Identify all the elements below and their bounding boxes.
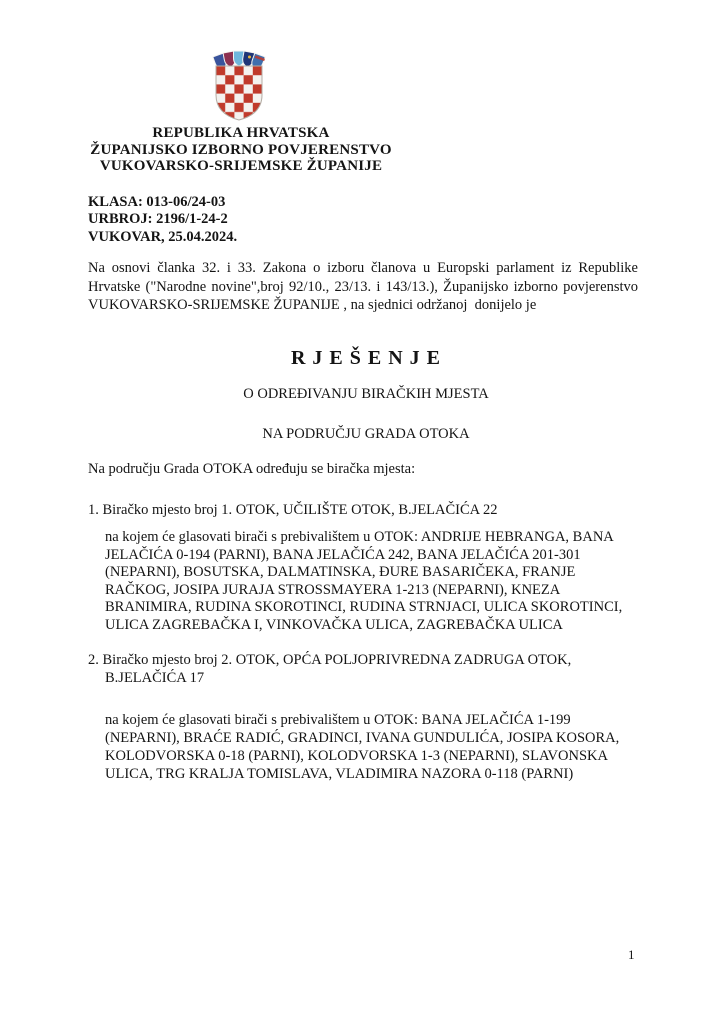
reference-block bbox=[88, 194, 237, 246]
document-title: R J E Š E N J E bbox=[290, 347, 442, 369]
urbroj-line: URBROJ: 2196/1-24-2 bbox=[88, 211, 228, 228]
document-subtitle-1: O ODREĐIVANJU BIRAČKIH MJESTA bbox=[243, 386, 489, 402]
letterhead-line-country: REPUBLIKA HRVATSKA bbox=[152, 125, 330, 141]
letterhead-line-county: VUKOVARSKO-SRIJEMSKE ŽUPANIJE bbox=[99, 158, 383, 174]
klasa-line: KLASA: 013-06/24-03 bbox=[88, 194, 226, 210]
coat-shield bbox=[216, 66, 262, 120]
page-number: 1 bbox=[628, 947, 635, 962]
polling-place-2-details: na kojem će glasovati birači s prebivalištem u OTOK: BANA JELAČIĆA 1-199 (NEPARNI), BRAĆE RADIĆ, GRADINCI, IVANA GUNDULIĆA, JOSIPA KOSORA, KOLODVORSKA 0-18 (PARNI), KOLODVORSKA 1-3 (NEPARNI), SLAVONSKA ULICA, TRG KRALJA TOMISLAVA, VLADIMIRA NAZORA 0-118 (PARNI) bbox=[105, 712, 620, 782]
preamble-line-3: VUKOVARSKO-SRIJEMSKE ŽUPANIJE , na sjednici održanoj donijelo je bbox=[88, 297, 537, 313]
letterhead bbox=[0, 125, 482, 175]
lead-sentence: Na području Grada OTOKA određuju se biračka mjesta: bbox=[88, 461, 416, 477]
croatia-coat-of-arms-icon bbox=[211, 49, 267, 123]
title-block bbox=[88, 347, 644, 443]
place-date-line: VUKOVAR, 25.04.2024. bbox=[88, 228, 238, 245]
preamble-line-2: Hrvatske ("Narodne novine",broj 92/10., 23/13. i 143/13.), Županijsko izborno povjerenstvo bbox=[88, 278, 638, 295]
polling-place-2-heading: 2. Biračko mjesto broj 2. OTOK, OPĆA POLJOPRIVREDNA ZADRUGA OTOK, B.JELAČIĆA 17 bbox=[88, 652, 572, 686]
polling-place-1-details: na kojem će glasovati birači s prebivalištem u OTOK: ANDRIJE HEBRANGA, BANA JELAČIĆA 0-194 (PARNI), BANA JELAČIĆA 242, BANA JELAČIĆA 201-301 (NEPARNI), BOSUTSKA, DALMATINSKA, ĐURE BASARIČEKA, FRANJE RAČKOG, JOSIPA JURAJA STROSSMAYERA 1-213 (NEPARNI), KNEZA BRANIMIRA, RUDINA SKOROTINCI, RUDINA STRNJACI, ULICA SKOROTINCI, ULICA ZAGREBAČKA I, VINKOVAČKA ULICA, ZAGREBAČKA ULICA bbox=[105, 529, 623, 633]
document-subtitle-2: NA PODRUČJU GRADA OTOKA bbox=[262, 426, 470, 442]
preamble-paragraph bbox=[88, 259, 638, 315]
polling-place-1-heading: 1. Biračko mjesto broj 1. OTOK, UČILIŠTE OTOK, B.JELAČIĆA 22 bbox=[88, 502, 498, 518]
letterhead-line-commission: ŽUPANIJSKO IZBORNO POVJERENSTVO bbox=[90, 141, 392, 158]
preamble-line-1: Na osnovi članka 32. i 33. Zakona o izboru članova u Europski parlament iz Republike bbox=[88, 260, 638, 276]
